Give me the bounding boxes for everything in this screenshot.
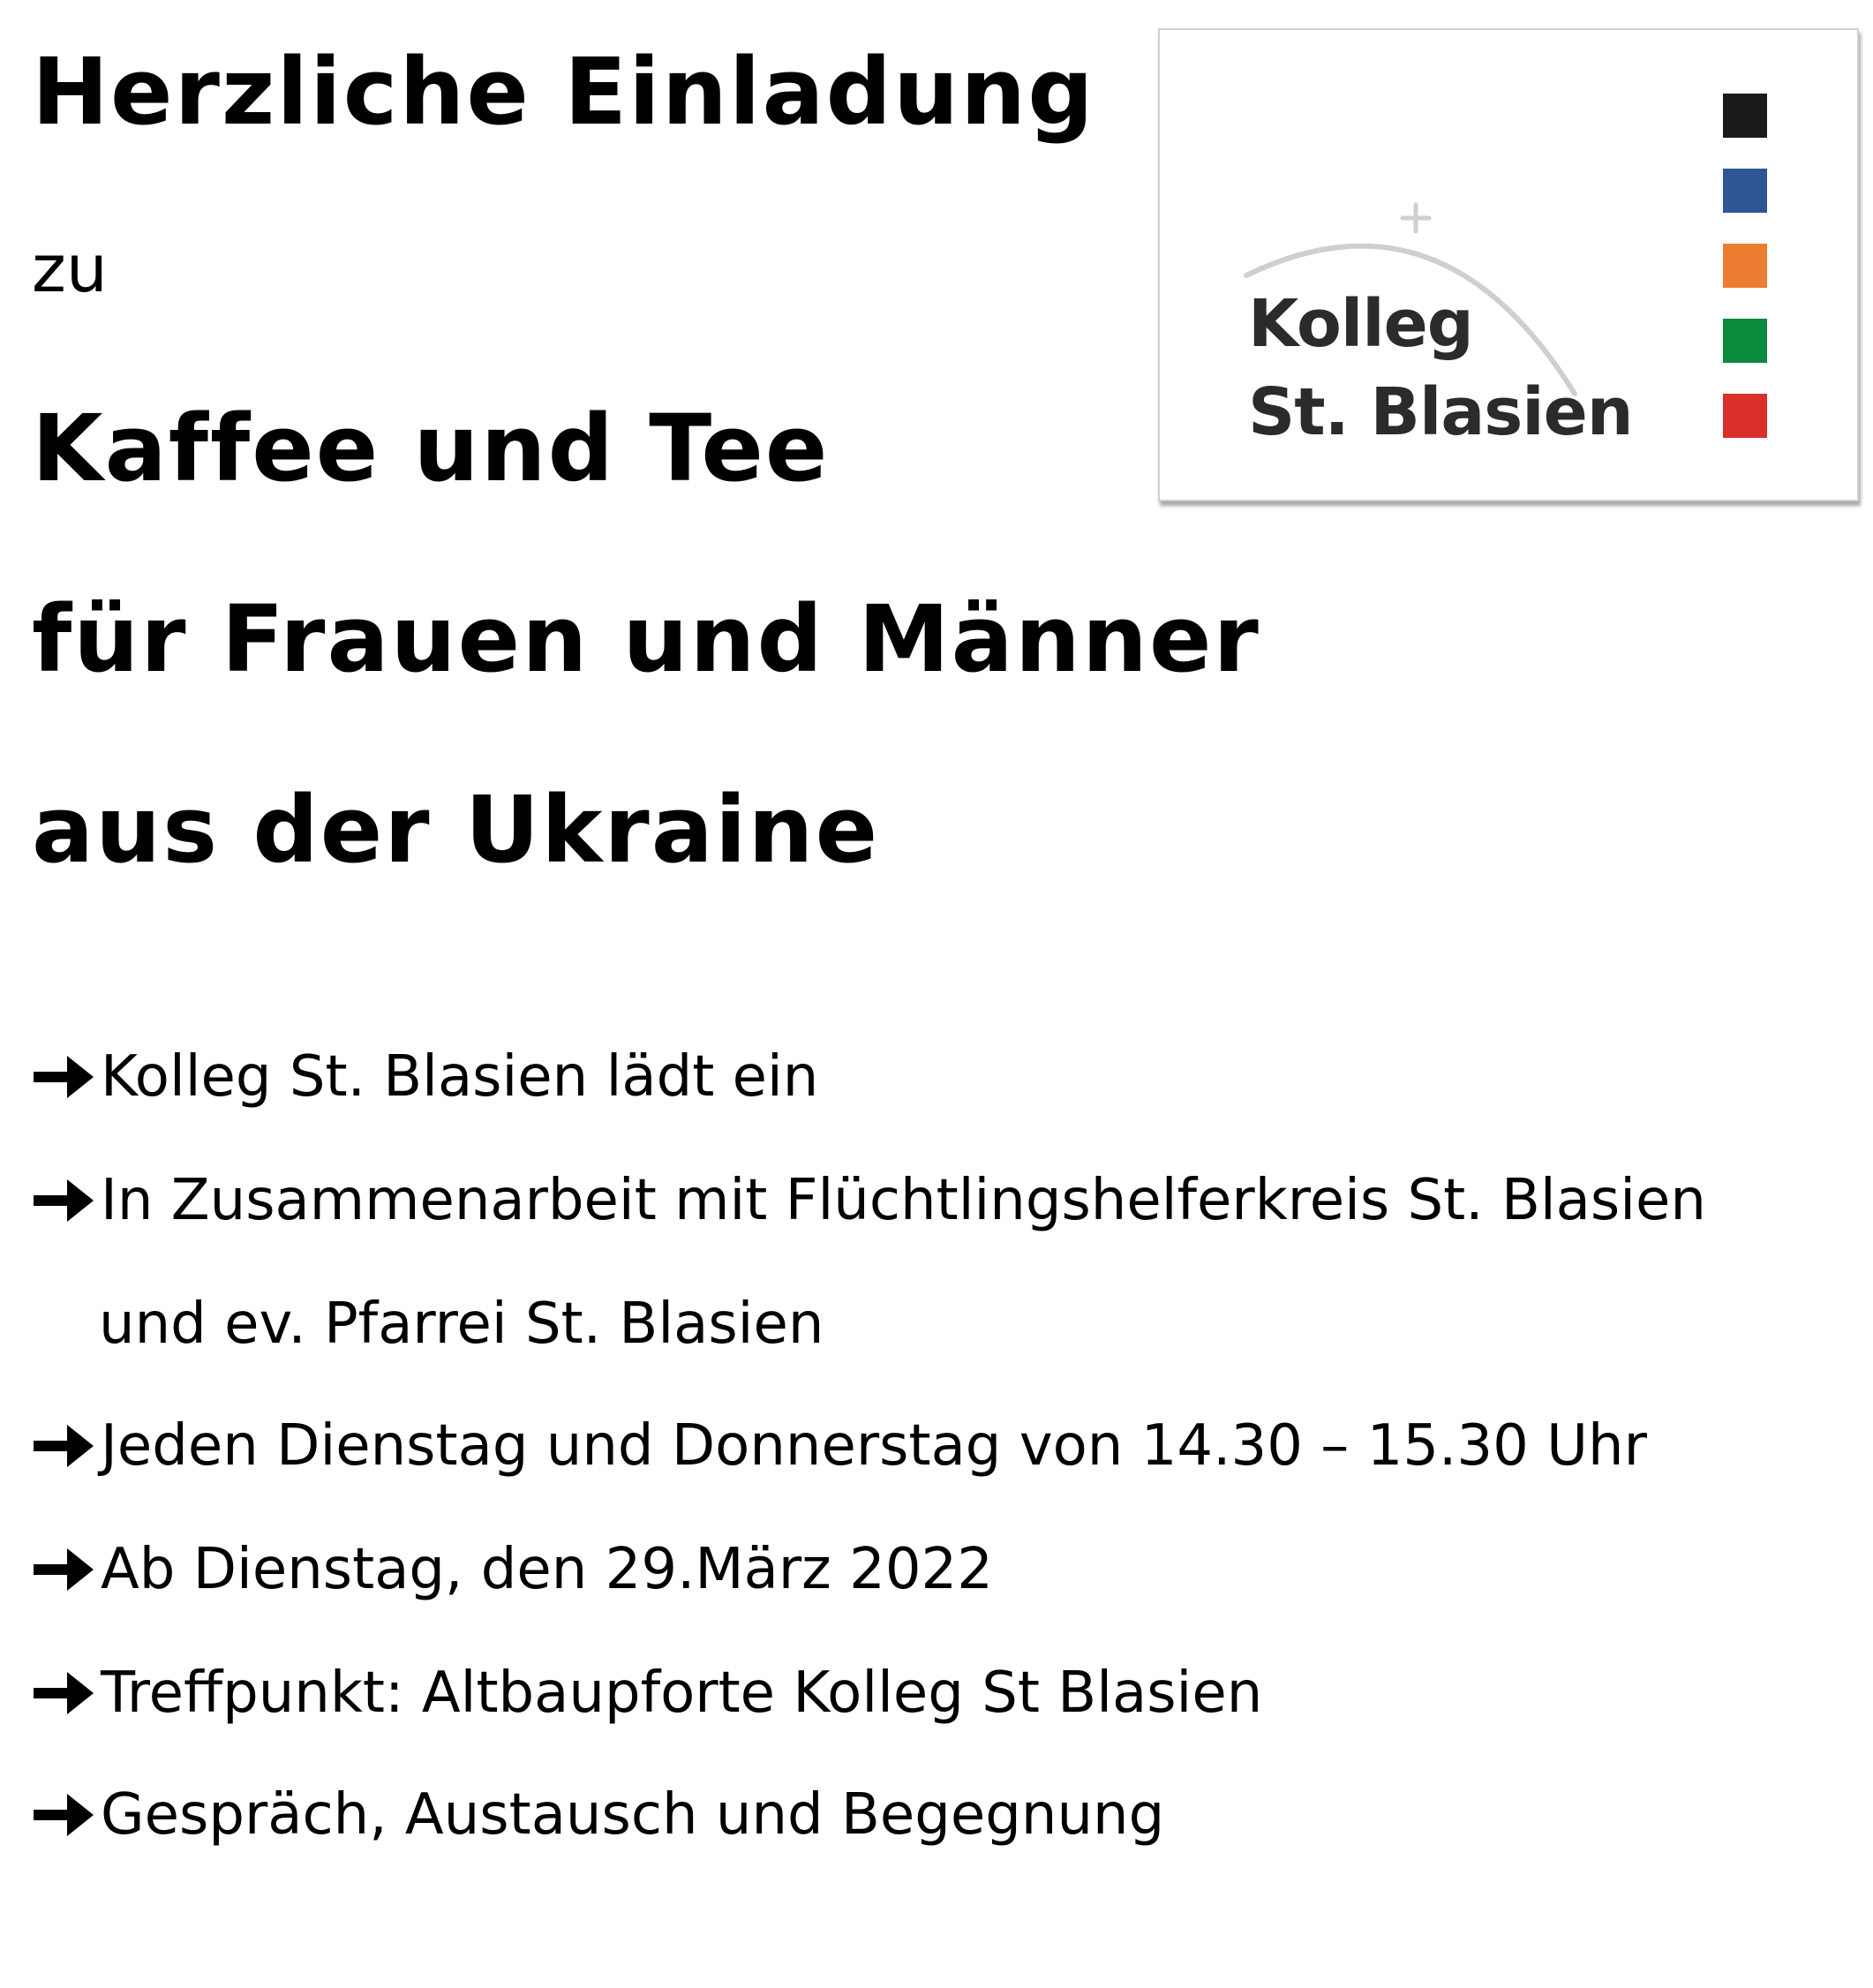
right-arrow-icon bbox=[32, 1543, 97, 1596]
right-arrow-icon bbox=[32, 1667, 97, 1720]
right-arrow-icon bbox=[32, 1788, 97, 1841]
list-item bbox=[32, 1411, 1647, 1481]
list-item-text: Ab Dienstag, den 29.März 2022 bbox=[101, 1537, 993, 1602]
logo-color-swatch-green bbox=[1723, 319, 1767, 363]
right-arrow-icon bbox=[32, 1419, 97, 1472]
list-item-text: Jeden Dienstag und Donnerstag von 14.30 – 15.30 Uhr bbox=[101, 1413, 1647, 1479]
logo-color-swatch-orange bbox=[1723, 244, 1767, 288]
right-arrow-icon bbox=[32, 1174, 97, 1227]
logo-text-st-blasien: St. Blasien bbox=[1248, 374, 1633, 450]
title-line-herzliche-einladung: Herzliche Einladung bbox=[32, 38, 1095, 146]
list-item-text: Kolleg St. Blasien lädt ein bbox=[101, 1044, 819, 1110]
right-arrow-icon bbox=[32, 1050, 97, 1103]
list-item-text: Treffpunkt: Altbaupforte Kolleg St Blasien bbox=[101, 1660, 1263, 1726]
logo-color-swatch-red bbox=[1723, 394, 1767, 438]
logo-color-swatch-black bbox=[1723, 94, 1767, 138]
title-line-aus-der-ukraine: aus der Ukraine bbox=[32, 776, 880, 884]
list-item bbox=[32, 1534, 993, 1605]
list-item-continuation-text: und ev. Pfarrei St. Blasien bbox=[99, 1291, 824, 1357]
logo-text-kolleg: Kolleg bbox=[1248, 286, 1473, 362]
title-line-kaffee-und-tee: Kaffee und Tee bbox=[32, 395, 830, 502]
title-line-fuer-frauen-und-maenner: für Frauen und Männer bbox=[32, 585, 1260, 693]
list-item-text: Gespräch, Austausch und Begegnung bbox=[101, 1782, 1165, 1848]
cross-icon bbox=[1403, 205, 1429, 231]
title-line-zu: zu bbox=[32, 231, 108, 307]
list-item bbox=[32, 1658, 1262, 1728]
kolleg-st-blasien-logo bbox=[1158, 28, 1859, 501]
list-item-text: In Zusammenarbeit mit Flüchtlingshelferkreis St. Blasien bbox=[101, 1168, 1706, 1233]
list-item bbox=[32, 1165, 1706, 1236]
list-item bbox=[32, 1780, 1164, 1850]
list-item bbox=[32, 1042, 818, 1112]
logo-color-swatch-blue bbox=[1723, 169, 1767, 213]
